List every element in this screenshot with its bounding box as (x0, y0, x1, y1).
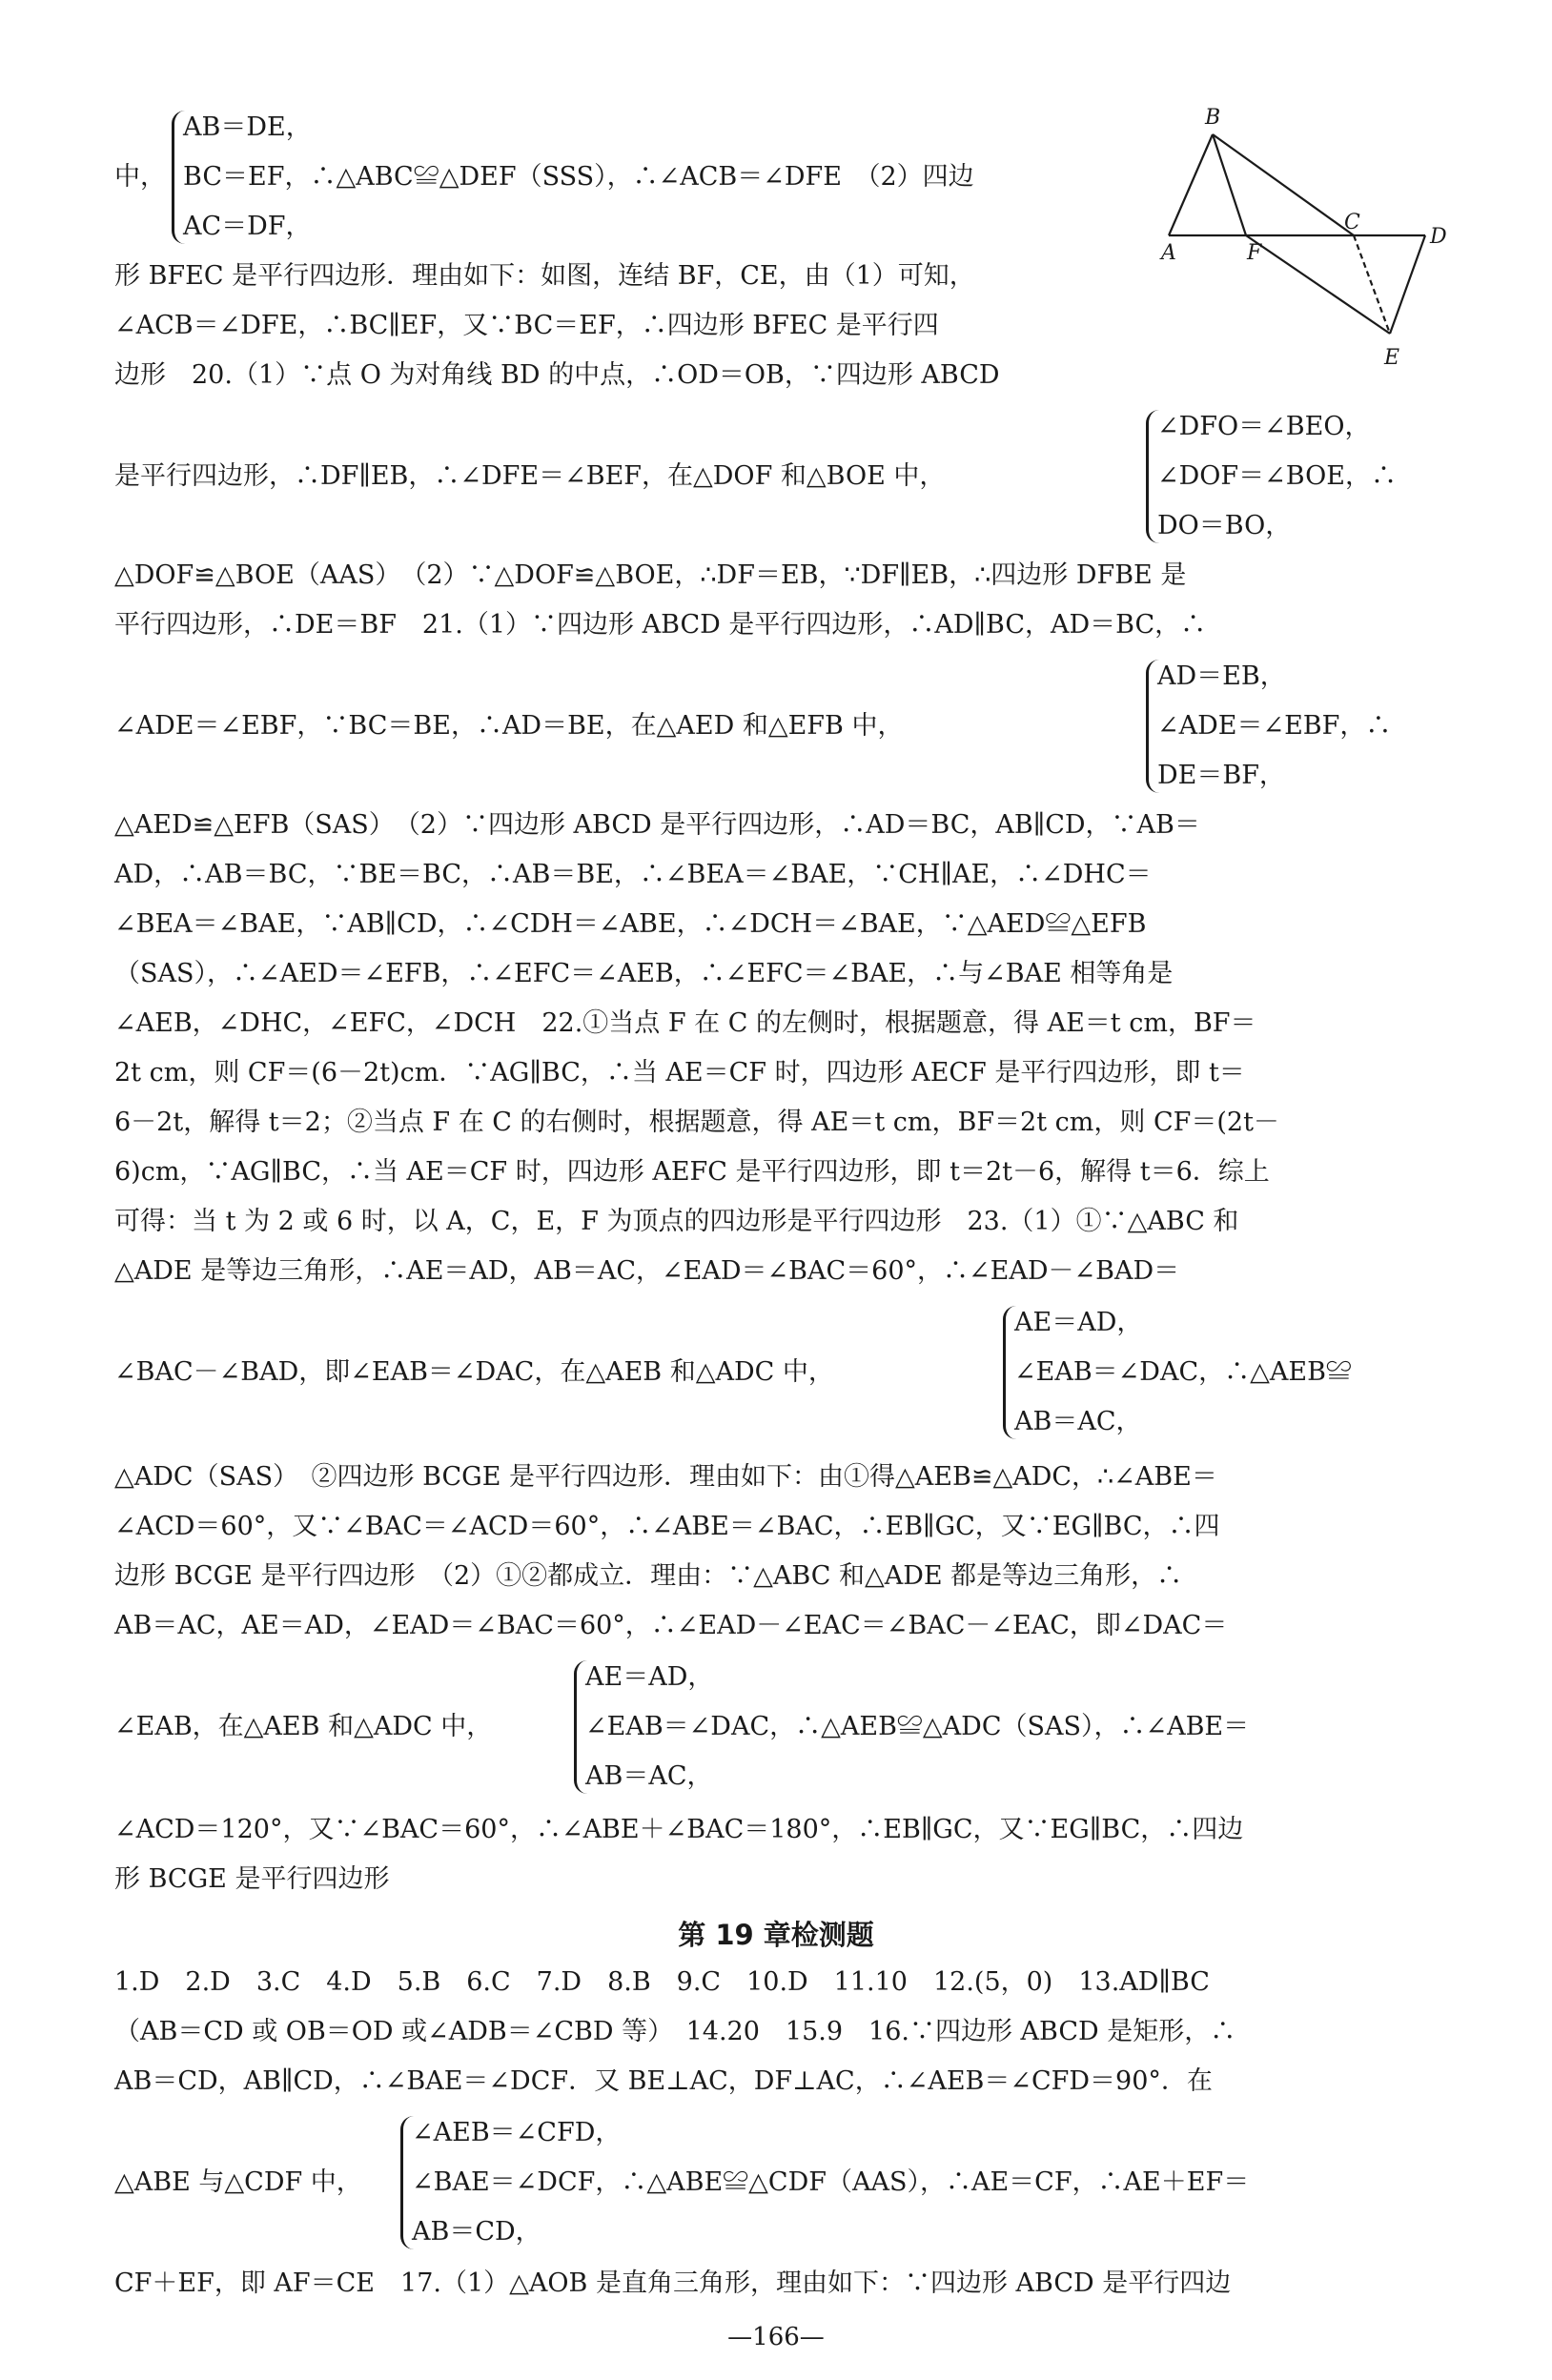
equation-system-4 (114, 1298, 1449, 1447)
text-line: △ADC（SAS） ②四边形 BCGE 是平行四边形．理由如下：由①得△AEB≌△ADC，∴∠ABE＝ (114, 1462, 1217, 1492)
system-row: AC＝DF， (183, 212, 312, 241)
text-line: ∠BEA＝∠BAE，∵AB∥CD，∴∠CDH＝∠ABE，∴∠DCH＝∠BAE，∵△AED≌△EFB (114, 909, 1147, 939)
text-line: ∠ACD＝60°，又∵∠BAC＝∠ACD＝60°，∴∠ABE＝∠BAC，∴EB∥GC，又∵EG∥BC，∴四 (114, 1512, 1220, 1541)
text-line: △AED≌△EFB（SAS） （2）∵四边形 ABCD 是平行四边形，∴AD＝BC，AB∥CD，∵AB＝ (114, 810, 1200, 840)
system-row: AB＝AC， (585, 1761, 713, 1791)
text-line: ∠AEB，∠DHC，∠EFC，∠DCH 22.①当点 F 在 C 的左侧时，根据题意，得 AE＝t cm，BF＝ (114, 1008, 1256, 1038)
equation-system-1 (114, 103, 1144, 252)
label-f: F (1247, 241, 1262, 265)
text-line: AD，∴AB＝BC，∵BE＝BC，∴AB＝BE，∴∠BEA＝∠BAE，∵CH∥AE，∴∠DHC＝ (114, 860, 1152, 889)
system-prefix: ∠ADE＝∠EBF，∵BC＝BE，∴AD＝BE，在△AED 和△EFB 中， (114, 711, 904, 741)
system-row: AB＝DE， (183, 112, 312, 142)
text-line: 形 BCGE 是平行四边形 (114, 1864, 390, 1894)
system-row: ∠AEB＝∠CFD， (412, 2118, 622, 2147)
label-b: B (1205, 106, 1221, 130)
system-row: DO＝BO， (1157, 511, 1292, 540)
system-row: ∠EAB＝∠DAC，∴△AEB≌△ADC（SAS），∴∠ABE＝ (585, 1712, 1250, 1741)
text-line: ∠ACB＝∠DFE，∴BC∥EF，又∵BC＝EF，∴四边形 BFEC 是平行四 (114, 311, 939, 340)
text-line: AB＝CD，AB∥CD，∴∠BAE＝∠DCF．又 BE⊥AC，DF⊥AC，∴∠AEB＝∠CFD＝90°．在 (114, 2066, 1213, 2096)
text-line: CF＋EF，即 AF＝CE 17.（1）△AOB 是直角三角形，理由如下：∵四边形 ABCD 是平行四边 (114, 2268, 1232, 2298)
system-prefix: ∠EAB，在△AEB 和△ADC 中， (114, 1712, 493, 1741)
system-prefix: 是平行四边形，∴DF∥EB，∴∠DFE＝∠BEF，在△DOF 和△BOE 中， (114, 461, 946, 491)
system-row: AE＝AD， (585, 1662, 714, 1692)
text-line: 6－2t，解得 t＝2；②当点 F 在 C 的右侧时，根据题意，得 AE＝t cm，BF＝2t cm，则 CF＝(2t－ (114, 1108, 1279, 1137)
section-title: 第 19 章检测题 (678, 1919, 874, 1951)
system-row: ∠EAB＝∠DAC，∴△AEB≌ (1014, 1357, 1352, 1387)
system-row: ∠BAE＝∠DCF，∴△ABE≌△CDF（AAS），∴AE＝CF，∴AE＋EF＝ (412, 2167, 1250, 2197)
segment-de (1390, 235, 1425, 334)
equation-system-6 (114, 2108, 1449, 2257)
label-d: D (1430, 225, 1447, 249)
system-row: ∠DOF＝∠BOE，∴ (1157, 461, 1397, 491)
equation-system-2 (114, 402, 1449, 551)
equation-system-3 (114, 652, 1449, 801)
text-line: △ADE 是等边三角形，∴AE＝AD，AB＝AC，∠EAD＝∠BAC＝60°，∴∠EAD－∠BAD＝ (114, 1256, 1180, 1286)
system-row: AE＝AD， (1014, 1308, 1143, 1337)
text-line: 边形 BCGE 是平行四边形 （2）①②都成立．理由：∵△ABC 和△ADE 都是等边三角形，∴ (114, 1561, 1183, 1591)
geometry-figure (1154, 105, 1449, 381)
label-a: A (1161, 241, 1176, 265)
segment-ce (1354, 235, 1390, 334)
text-line: （SAS），∴∠AED＝∠EFB，∴∠EFC＝∠AEB，∴∠EFC＝∠BAE，∴与∠BAE 相等角是 (114, 959, 1174, 988)
text-line: 可得：当 t 为 2 或 6 时，以 A，C，E，F 为顶点的四边形是平行四边形 23.（1）①∵△ABC 和 (114, 1207, 1239, 1236)
page-number: —166— (727, 2323, 825, 2351)
system-row: DE＝BF， (1157, 761, 1285, 790)
system-prefix: △ABE 与△CDF 中， (114, 2167, 362, 2197)
text-line: （AB＝CD 或 OB＝OD 或∠ADB＝∠CBD 等） 14.20 15.9 16.∵四边形 ABCD 是矩形，∴ (114, 2017, 1236, 2046)
system-row: ∠ADE＝∠EBF，∴ (1157, 711, 1392, 741)
segment-bf (1213, 134, 1246, 235)
text-line: 2t cm，则 CF＝(6－2t)cm．∵AG∥BC，∴当 AE＝CF 时，四边形 AECF 是平行四边形，即 t＝ (114, 1058, 1245, 1088)
segment-fe (1246, 235, 1390, 334)
text-line: △DOF≌△BOE（AAS） （2）∵△DOF≌△BOE，∴DF＝EB，∵DF∥EB，∴四边形 DFBE 是 (114, 560, 1187, 590)
text-line: 形 BFEC 是平行四边形．理由如下：如图，连结 BF，CE，由（1）可知， (114, 261, 975, 291)
system-row: BC＝EF，∴△ABC≌△DEF（SSS），∴∠ACB＝∠DFE （2）四边 (183, 162, 974, 192)
text-line: 1.D 2.D 3.C 4.D 5.B 6.C 7.D 8.B 9.C 10.D 11.10 12.(5，0) 13.AD∥BC (114, 1967, 1210, 1997)
system-prefix: 中， (114, 162, 166, 192)
label-e: E (1384, 346, 1400, 370)
text-line: ∠ACD＝120°，又∵∠BAC＝60°，∴∠ABE＋∠BAC＝180°，∴EB∥GC，又∵EG∥BC，∴四边 (114, 1815, 1244, 1844)
system-row: AD＝EB， (1157, 661, 1286, 691)
system-row: AB＝CD， (412, 2217, 541, 2247)
label-c: C (1344, 211, 1360, 234)
segment-ab (1169, 134, 1213, 235)
system-prefix: ∠BAC－∠BAD，即∠EAB＝∠DAC，在△AEB 和△ADC 中， (114, 1357, 834, 1387)
system-row: AB＝AC， (1014, 1407, 1142, 1436)
text-line: 6)cm，∵AG∥BC，∴当 AE＝CF 时，四边形 AEFC 是平行四边形，即 t＝2t－6，解得 t＝6．综上 (114, 1157, 1270, 1187)
text-line: 平行四边形，∴DE＝BF 21.（1）∵四边形 ABCD 是平行四边形，∴AD∥BC，AD＝BC，∴ (114, 610, 1207, 640)
text-line: 边形 20.（1）∵点 O 为对角线 BD 的中点，∴OD＝OB，∵四边形 ABCD (114, 360, 1000, 390)
equation-system-5 (114, 1653, 1449, 1801)
text-line: AB＝AC，AE＝AD，∠EAD＝∠BAC＝60°，∴∠EAD－∠EAC＝∠BAC－∠EAC，即∠DAC＝ (114, 1611, 1228, 1640)
segment-bc (1213, 134, 1354, 235)
system-row: ∠DFO＝∠BEO， (1157, 412, 1371, 441)
